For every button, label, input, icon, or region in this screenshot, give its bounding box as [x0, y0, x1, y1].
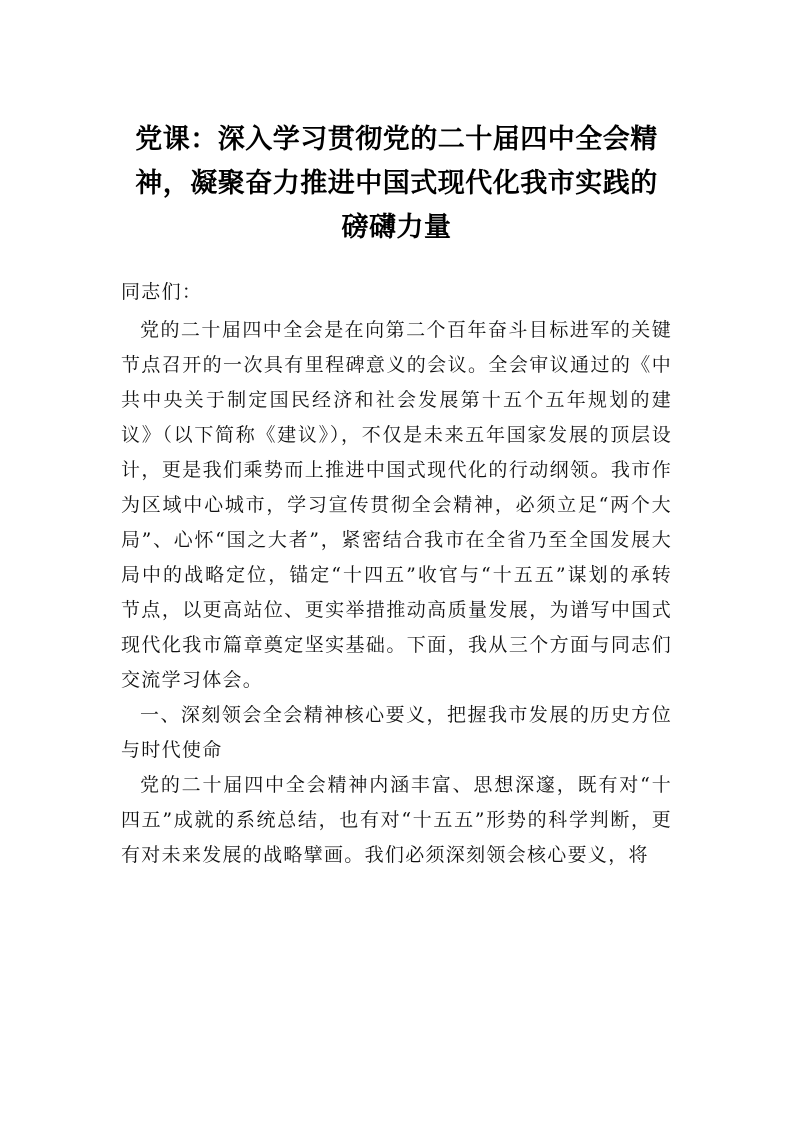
salutation: 同志们：: [121, 281, 203, 303]
title-line-1: 党课：深入学习贯彻党的二十届四中全会精: [135, 124, 658, 155]
document-title: [121, 118, 672, 250]
paragraph-section-1: 党的二十届四中全会精神内涵丰富、思想深邃，既有对“十四五”成就的系统总结，也有对“十五五”形势的科学判断，更有对未来发展的战略擘画。我们必须深刻领会核心要义，将: [121, 774, 672, 866]
title-line-2: 神，凝聚奋力推进中国式现代化我市实践的: [135, 168, 658, 199]
section-heading-1: 一、深刻领会全会精神核心要义，把握我市发展的历史方位与时代使命: [121, 704, 672, 761]
paragraph-intro: 党的二十届四中全会是在向第二个百年奋斗目标进军的关键节点召开的一次具有里程碑意义的会议。全会审议通过的《中共中央关于制定国民经济和社会发展第十五个五年规划的建议》（以下简称《建议》），不仅是未来五年国家发展的顶层设计，更是我们乘势而上推进中国式现代化的行动纲领。我市作为区域中心城市，学习宣传贯彻全会精神，必须立足“两个大局”、心怀“国之大者”，紧密结合我市在全省乃至全国发展大局中的战略定位，锚定“十四五”收官与“十五五”谋划的承转节点，以更高站位、更实举措推动高质量发展，为谱写中国式现代化我市篇章奠定坚实基础。下面，我从三个方面与同志们交流学习体会。: [121, 319, 672, 691]
document-body: [121, 275, 672, 873]
title-line-3: 磅礴力量: [341, 212, 452, 243]
